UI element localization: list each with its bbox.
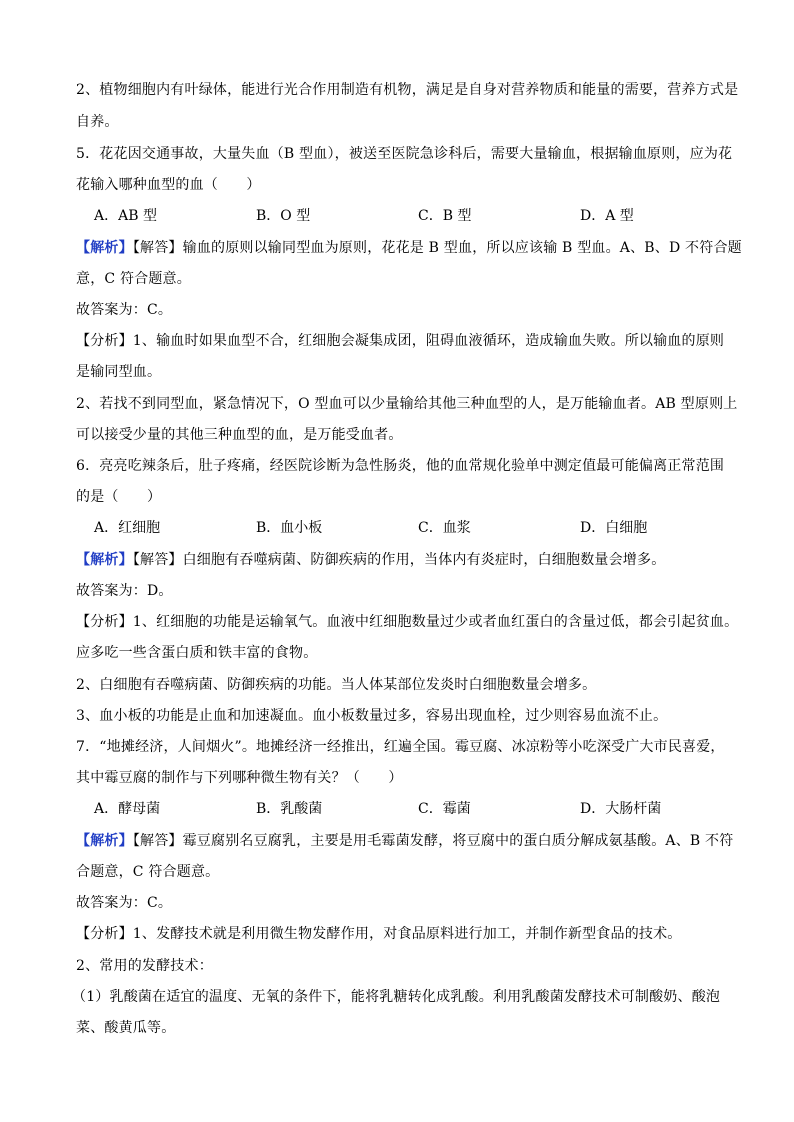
q5-option-d: D．A 型: [580, 208, 634, 224]
q5-comment-line-1: 【分析】1、输血时如果血型不合，红细胞会凝集成团，阻碍血液循环，造成输血失败。所以输血的原则: [76, 333, 725, 349]
q5-analysis-line-2: 意，C 符合题意。: [76, 271, 191, 287]
q7-stem-line-1: 7．“地摊经济，人间烟火”。地摊经济一经推出，红遍全国。霉豆腐、冰凉粉等小吃深受广大市民喜爱，: [76, 739, 725, 755]
analysis-tag: 【解析】: [76, 552, 133, 568]
q5-option-b: B．O 型: [256, 208, 311, 224]
q7-comment-line-2: 2、常用的发酵技术：: [76, 958, 213, 974]
q7-comment-line-3: （1）乳酸菌在适宜的温度、无氧的条件下，能将乳糖转化成乳酸。利用乳酸菌发酵技术可制酸奶、酸泡: [72, 989, 721, 1005]
q6-comment-line-2: 应多吃一些含蛋白质和铁丰富的食物。: [76, 645, 318, 661]
q5-answer: 故答案为：C。: [76, 302, 173, 318]
q6-stem-line-2: 的是（ ）: [76, 489, 162, 505]
q7-analysis-text: 【解答】霉豆腐别名豆腐乳，主要是用毛霉菌发酵，将豆腐中的蛋白质分解成氨基酸。A、B 不符: [132, 833, 734, 849]
q7-comment-line-4: 菜、酸黄瓜等。: [76, 1020, 176, 1036]
q6-answer: 故答案为：D。: [76, 583, 173, 599]
intro-line-1: 2、植物细胞内有叶绿体，能进行光合作用制造有机物，满足是自身对营养物质和能量的需要，营养方式是: [76, 82, 739, 98]
q6-comment-line-1: 【分析】1、红细胞的功能是运输氧气。血液中红细胞数量过少或者血红蛋白的含量过低，都会引起贫血。: [76, 614, 739, 630]
q7-option-d: D．大肠杆菌: [580, 801, 662, 817]
q6-option-d: D．白细胞: [580, 520, 648, 536]
q7-answer: 故答案为：C。: [76, 895, 173, 911]
q6-analysis-line-1: [76, 550, 665, 570]
q5-stem-line-1: 5．花花因交通事故，大量失血（B 型血），被送至医院急诊科后，需要大量输血，根据输血原则，应为花: [76, 146, 733, 162]
q6-option-a: A．红细胞: [94, 520, 161, 536]
q6-analysis-text: 【解答】白细胞有吞噬病菌、防御疾病的作用，当体内有炎症时，白细胞数量会增多。: [132, 552, 666, 568]
q7-analysis-line-2: 合题意，C 符合题意。: [76, 864, 220, 880]
q6-option-b: B．血小板: [256, 520, 323, 536]
q6-comment-line-4: 3、血小板的功能是止血和加速凝血。血小板数量过多，容易出现血栓，过少则容易血流不止。: [76, 708, 668, 724]
q7-option-b: B．乳酸菌: [256, 801, 323, 817]
analysis-tag: 【解析】: [76, 833, 133, 849]
q7-comment-line-1: 【分析】1、发酵技术就是利用微生物发酵作用，对食品原料进行加工，并制作新型食品的技术。: [76, 926, 682, 942]
q7-option-a: A．酵母菌: [94, 801, 161, 817]
q7-stem-line-2: 其中霉豆腐的制作与下列哪种微生物有关？（ ）: [76, 770, 403, 786]
q6-option-c: C．血浆: [418, 520, 471, 536]
q5-stem-line-2: 花输入哪种血型的血（ ）: [76, 177, 261, 193]
q5-analysis-text: 【解答】输血的原则以输同型血为原则，花花是 B 型血，所以应该输 B 型血。A、B、D 不符合题: [132, 240, 742, 256]
q6-comment-line-3: 2、白细胞有吞噬病菌、防御疾病的功能。当人体某部位发炎时白细胞数量会增多。: [76, 677, 597, 693]
analysis-tag: 【解析】: [76, 240, 133, 256]
q5-comment-line-4: 可以接受少量的其他三种血型的血，是万能受血者。: [76, 427, 403, 443]
q7-analysis-line-1: [76, 831, 733, 851]
q7-option-c: C．霉菌: [418, 801, 471, 817]
q6-stem-line-1: 6．亮亮吃辣条后，肚子疼痛，经医院诊断为急性肠炎，他的血常规化验单中测定值最可能偏离正常范围: [76, 458, 725, 474]
q5-option-c: C．B 型: [418, 208, 472, 224]
intro-line-2: 自养。: [76, 114, 119, 130]
q5-comment-line-3: 2、若找不到同型血，紧急情况下，O 型血可以少量输给其他三种血型的人，是万能输血者。AB 型原则上: [76, 396, 738, 412]
q5-comment-line-2: 是输同型血。: [76, 364, 162, 380]
q5-option-a: A．AB 型: [94, 208, 157, 224]
q5-analysis-line-1: [76, 238, 742, 258]
